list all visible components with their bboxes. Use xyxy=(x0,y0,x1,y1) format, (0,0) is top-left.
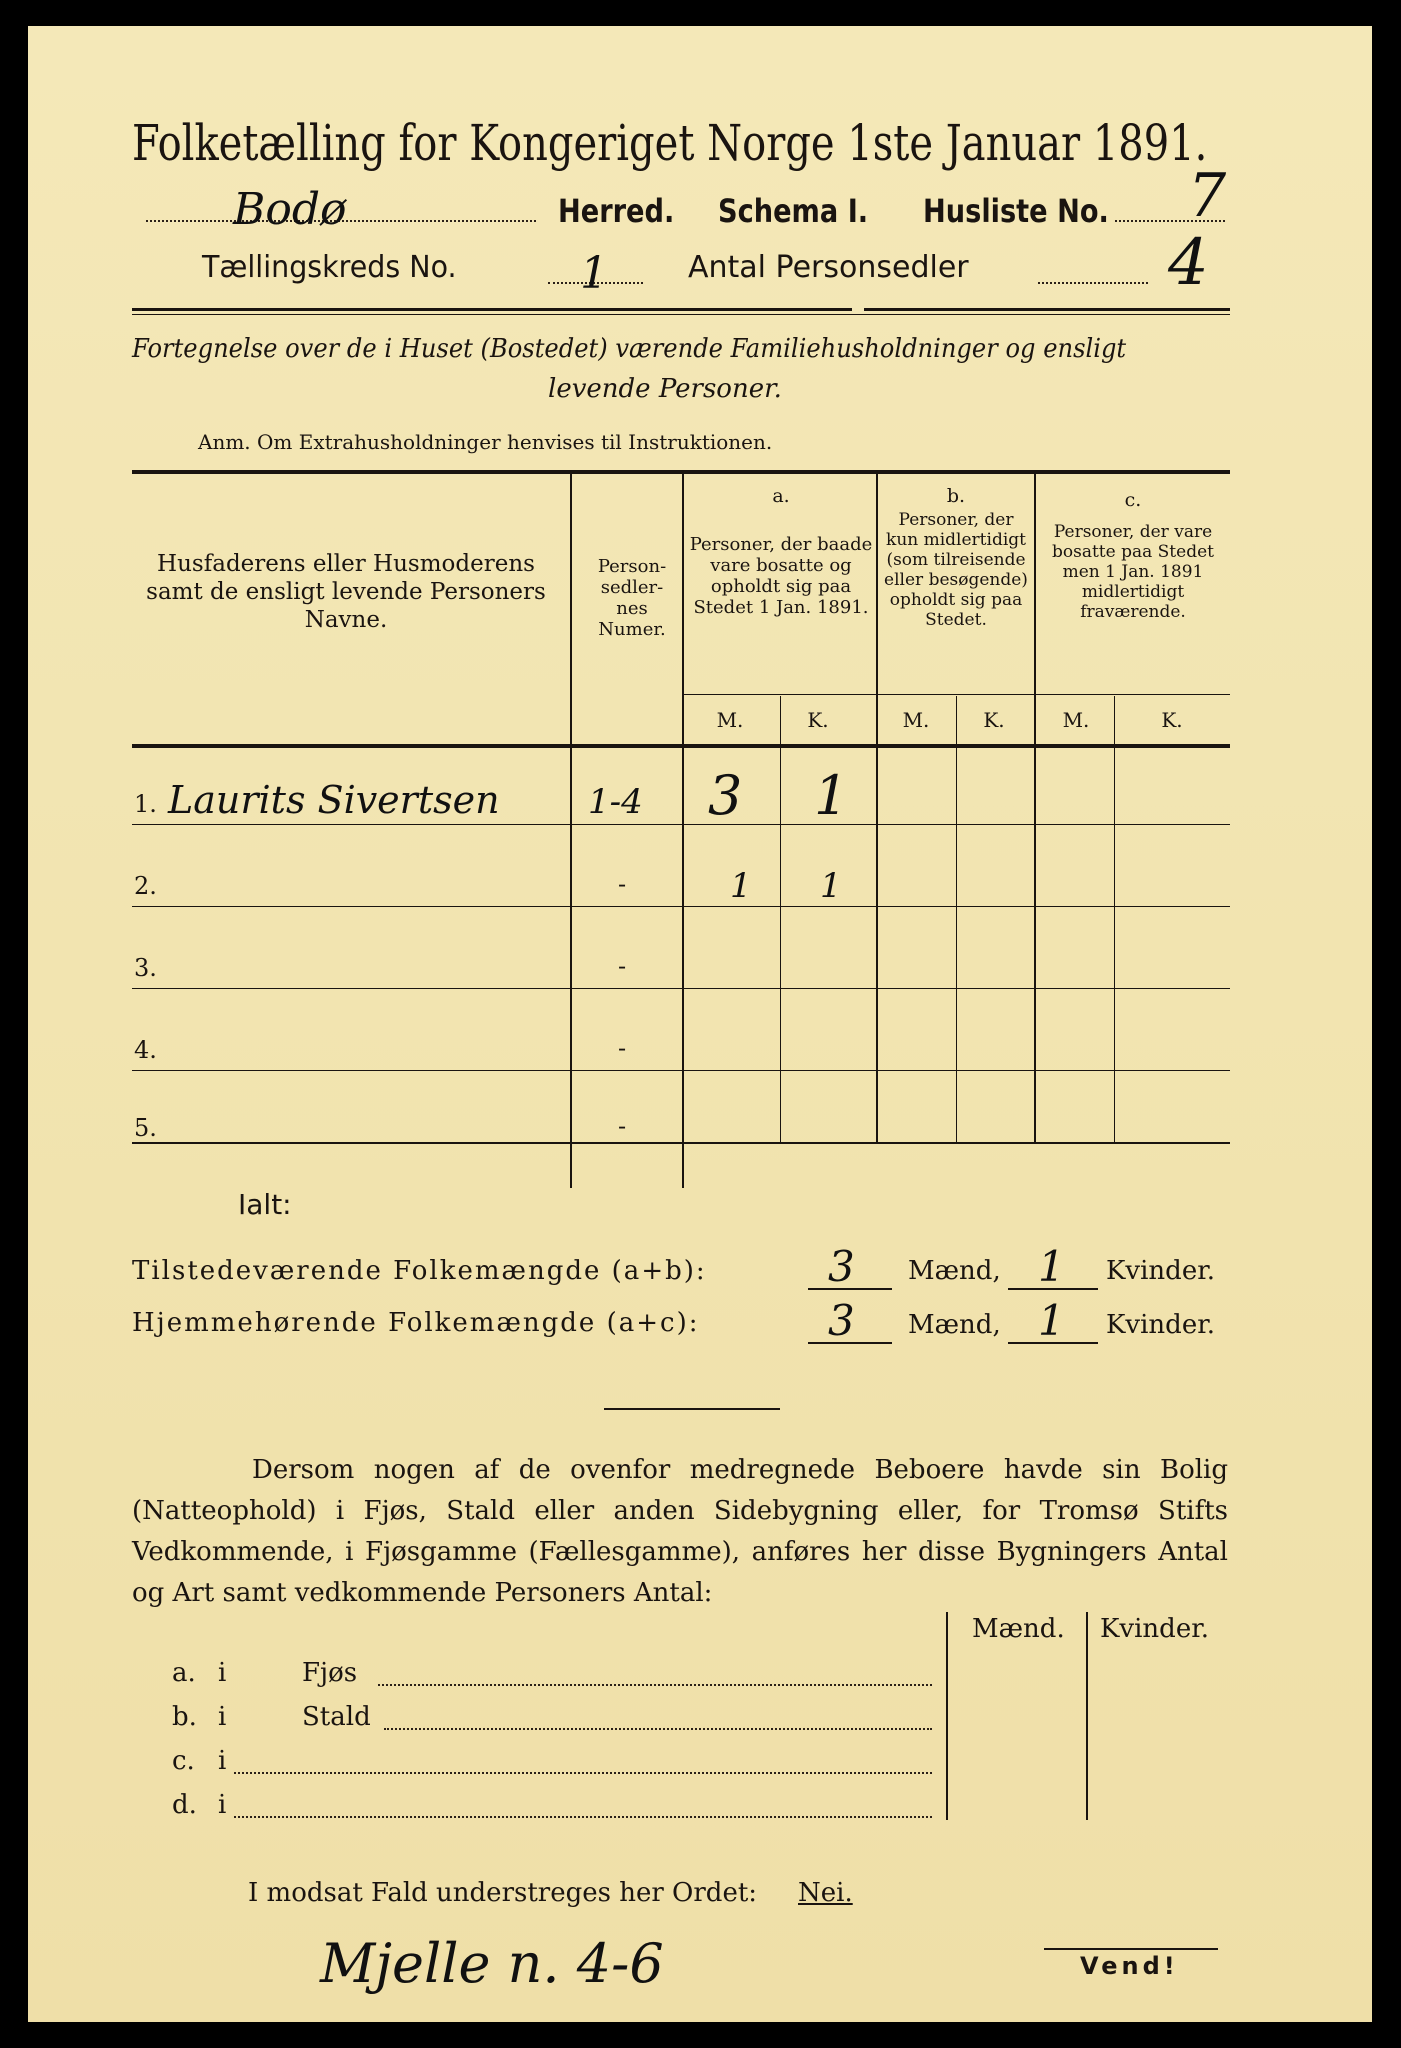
row-4-rule xyxy=(132,1070,1230,1071)
anm-note: Anm. Om Extrahusholdninger henvises til Instruktionen. xyxy=(198,430,773,454)
herred-label: Herred. xyxy=(558,192,675,230)
intro-line-1: Fortegnelse over de i Huset (Bostedet) værende Familiehusholdninger og ensligt xyxy=(132,334,1127,364)
building-d-letter: d. xyxy=(172,1790,197,1820)
buildings-col-sep-1 xyxy=(946,1612,948,1820)
building-a-dots xyxy=(378,1684,932,1686)
row-1-name: Laurits Sivertsen xyxy=(168,778,500,822)
footer-handwritten-note: Mjelle n. 4-6 xyxy=(320,1932,664,1995)
building-b-label: Stald xyxy=(302,1702,371,1732)
ialt-label: Ialt: xyxy=(238,1188,292,1221)
buildings-paragraph: Dersom nogen af de ovenfor medregnede Beboere havde sin Bolig (Natteophold) i Fjøs, Stald eller anden Sidebygning eller, for Tromsø Stifts Vedkommende, i Fjøsgamme (Fællesgamme), anføres her disse Bygningers Antal og Art samt vedkommende Personers Antal: xyxy=(132,1455,1228,1608)
row-2-a-k: 1 xyxy=(820,866,842,906)
modsat-label: I modsat Fald understreges her Ordet: xyxy=(248,1878,758,1908)
col-b-header: Personer, der kun midlertidigt (som tilreisende eller besøgende) opholdt sig paa Stedet. xyxy=(884,510,1028,630)
row-3-rule xyxy=(132,988,1230,989)
b-k-header: K. xyxy=(983,708,1005,732)
schema-label: Schema I. xyxy=(718,192,869,230)
separator-rule xyxy=(604,1408,780,1410)
herred-value: Bodø xyxy=(233,184,347,235)
header-rule-left xyxy=(132,308,852,311)
col-a-header: Personer, der baade vare bosatte og opholdt sig paa Stedet 1 Jan. 1891. xyxy=(689,534,873,618)
intro-line-2: levende Personer. xyxy=(548,374,782,404)
building-c-letter: c. xyxy=(172,1746,195,1776)
vend-label: Vend! xyxy=(1080,1952,1179,1980)
a-k-header: K. xyxy=(807,708,829,732)
building-d-i: i xyxy=(218,1790,227,1820)
building-b-i: i xyxy=(218,1702,227,1732)
building-a-label: Fjøs xyxy=(302,1658,358,1688)
header-rule-right xyxy=(864,308,1230,311)
building-a-letter: a. xyxy=(172,1658,196,1688)
row-2-rule xyxy=(132,906,1230,907)
hjemme-k-value: 1 xyxy=(1038,1296,1065,1345)
hjemme-m-value: 3 xyxy=(828,1296,855,1345)
col-sep-a xyxy=(876,474,878,1144)
col-sep-c-mk xyxy=(1114,696,1115,1144)
col-sep-b xyxy=(1034,474,1036,1144)
row-1-a-k: 1 xyxy=(814,764,849,827)
row-4-number: 4. xyxy=(134,1036,157,1064)
kreds-label: Tællingskreds No. xyxy=(202,250,457,285)
row-3-number: 3. xyxy=(134,954,157,982)
vend-rule xyxy=(1044,1948,1218,1950)
personsedler-label: Antal Personsedler xyxy=(688,250,969,285)
husliste-value: 7 xyxy=(1188,161,1227,231)
header-rule-thin xyxy=(132,314,1230,315)
row-4-persnum: - xyxy=(618,1034,627,1062)
col-sep-name xyxy=(570,474,572,1188)
col-c-header: Personer, der vare bosatte paa Stedet men 1 Jan. 1891 midlertidigt fraværende. xyxy=(1052,522,1214,622)
building-a-i: i xyxy=(218,1658,227,1688)
col-sep-b-mk xyxy=(956,696,957,1144)
tilstede-k-value: 1 xyxy=(1038,1242,1065,1291)
row-2-persnum: - xyxy=(618,870,627,898)
row-1-rule xyxy=(132,824,1230,825)
building-d-dots xyxy=(234,1816,932,1818)
kreds-value: 1 xyxy=(580,248,608,299)
row-1-number: 1. xyxy=(134,790,157,818)
mk-rule xyxy=(682,694,1230,695)
building-c-dots xyxy=(234,1772,932,1774)
building-c-i: i xyxy=(218,1746,227,1776)
hjemme-label: Hjemmehørende Folkemængde (a+c): xyxy=(132,1308,700,1338)
hjemme-kvinder: Kvinder. xyxy=(1106,1310,1216,1340)
tilstede-maend: Mænd, xyxy=(908,1256,1001,1286)
husliste-label: Husliste No. xyxy=(923,192,1109,230)
b-m-header: M. xyxy=(902,708,930,732)
a-m-header: M. xyxy=(716,708,744,732)
personsedler-dotted-line xyxy=(1038,282,1148,284)
tilstede-kvinder: Kvinder. xyxy=(1106,1256,1216,1286)
row-5-persnum: - xyxy=(618,1112,627,1140)
building-b-dots xyxy=(384,1728,932,1730)
hjemme-maend: Mænd, xyxy=(908,1310,1001,1340)
col-b-letter: b. xyxy=(946,485,966,507)
modsat-word: Nei. xyxy=(798,1878,853,1908)
row-1-a-m: 3 xyxy=(708,764,743,827)
buildings-kvinder-header: Kvinder. xyxy=(1100,1614,1210,1644)
table-bottom-rule xyxy=(132,1142,1230,1144)
col-sep-num xyxy=(682,474,684,1188)
row-2-a-m: 1 xyxy=(730,866,752,906)
row-5-number: 5. xyxy=(134,1114,157,1142)
c-m-header: M. xyxy=(1062,708,1090,732)
row-1-persnum: 1-4 xyxy=(588,782,643,822)
personsedler-value: 4 xyxy=(1168,226,1209,300)
tilstede-label: Tilstedeværende Folkemængde (a+b): xyxy=(132,1256,707,1286)
building-b-letter: b. xyxy=(172,1702,197,1732)
buildings-col-sep-2 xyxy=(1086,1612,1088,1820)
census-form-sheet xyxy=(28,26,1372,2022)
col-name-header: Husfaderens eller Husmoderens samt de ensligt levende Personers Navne. xyxy=(146,551,546,633)
col-a-letter: a. xyxy=(772,485,790,507)
col-sep-a-mk xyxy=(780,696,781,1144)
table-header-rule xyxy=(132,744,1230,748)
tilstede-m-value: 3 xyxy=(828,1242,855,1291)
c-k-header: K. xyxy=(1161,708,1183,732)
row-3-persnum: - xyxy=(618,952,627,980)
col-num-header: Person-sedler-nes Numer. xyxy=(597,556,667,640)
table-top-rule xyxy=(132,470,1230,474)
row-2-number: 2. xyxy=(134,872,157,900)
buildings-maend-header: Mænd. xyxy=(972,1614,1065,1644)
col-c-letter: c. xyxy=(1124,489,1142,511)
form-title: Folketælling for Kongeriget Norge 1ste Januar 1891. xyxy=(132,114,1208,172)
